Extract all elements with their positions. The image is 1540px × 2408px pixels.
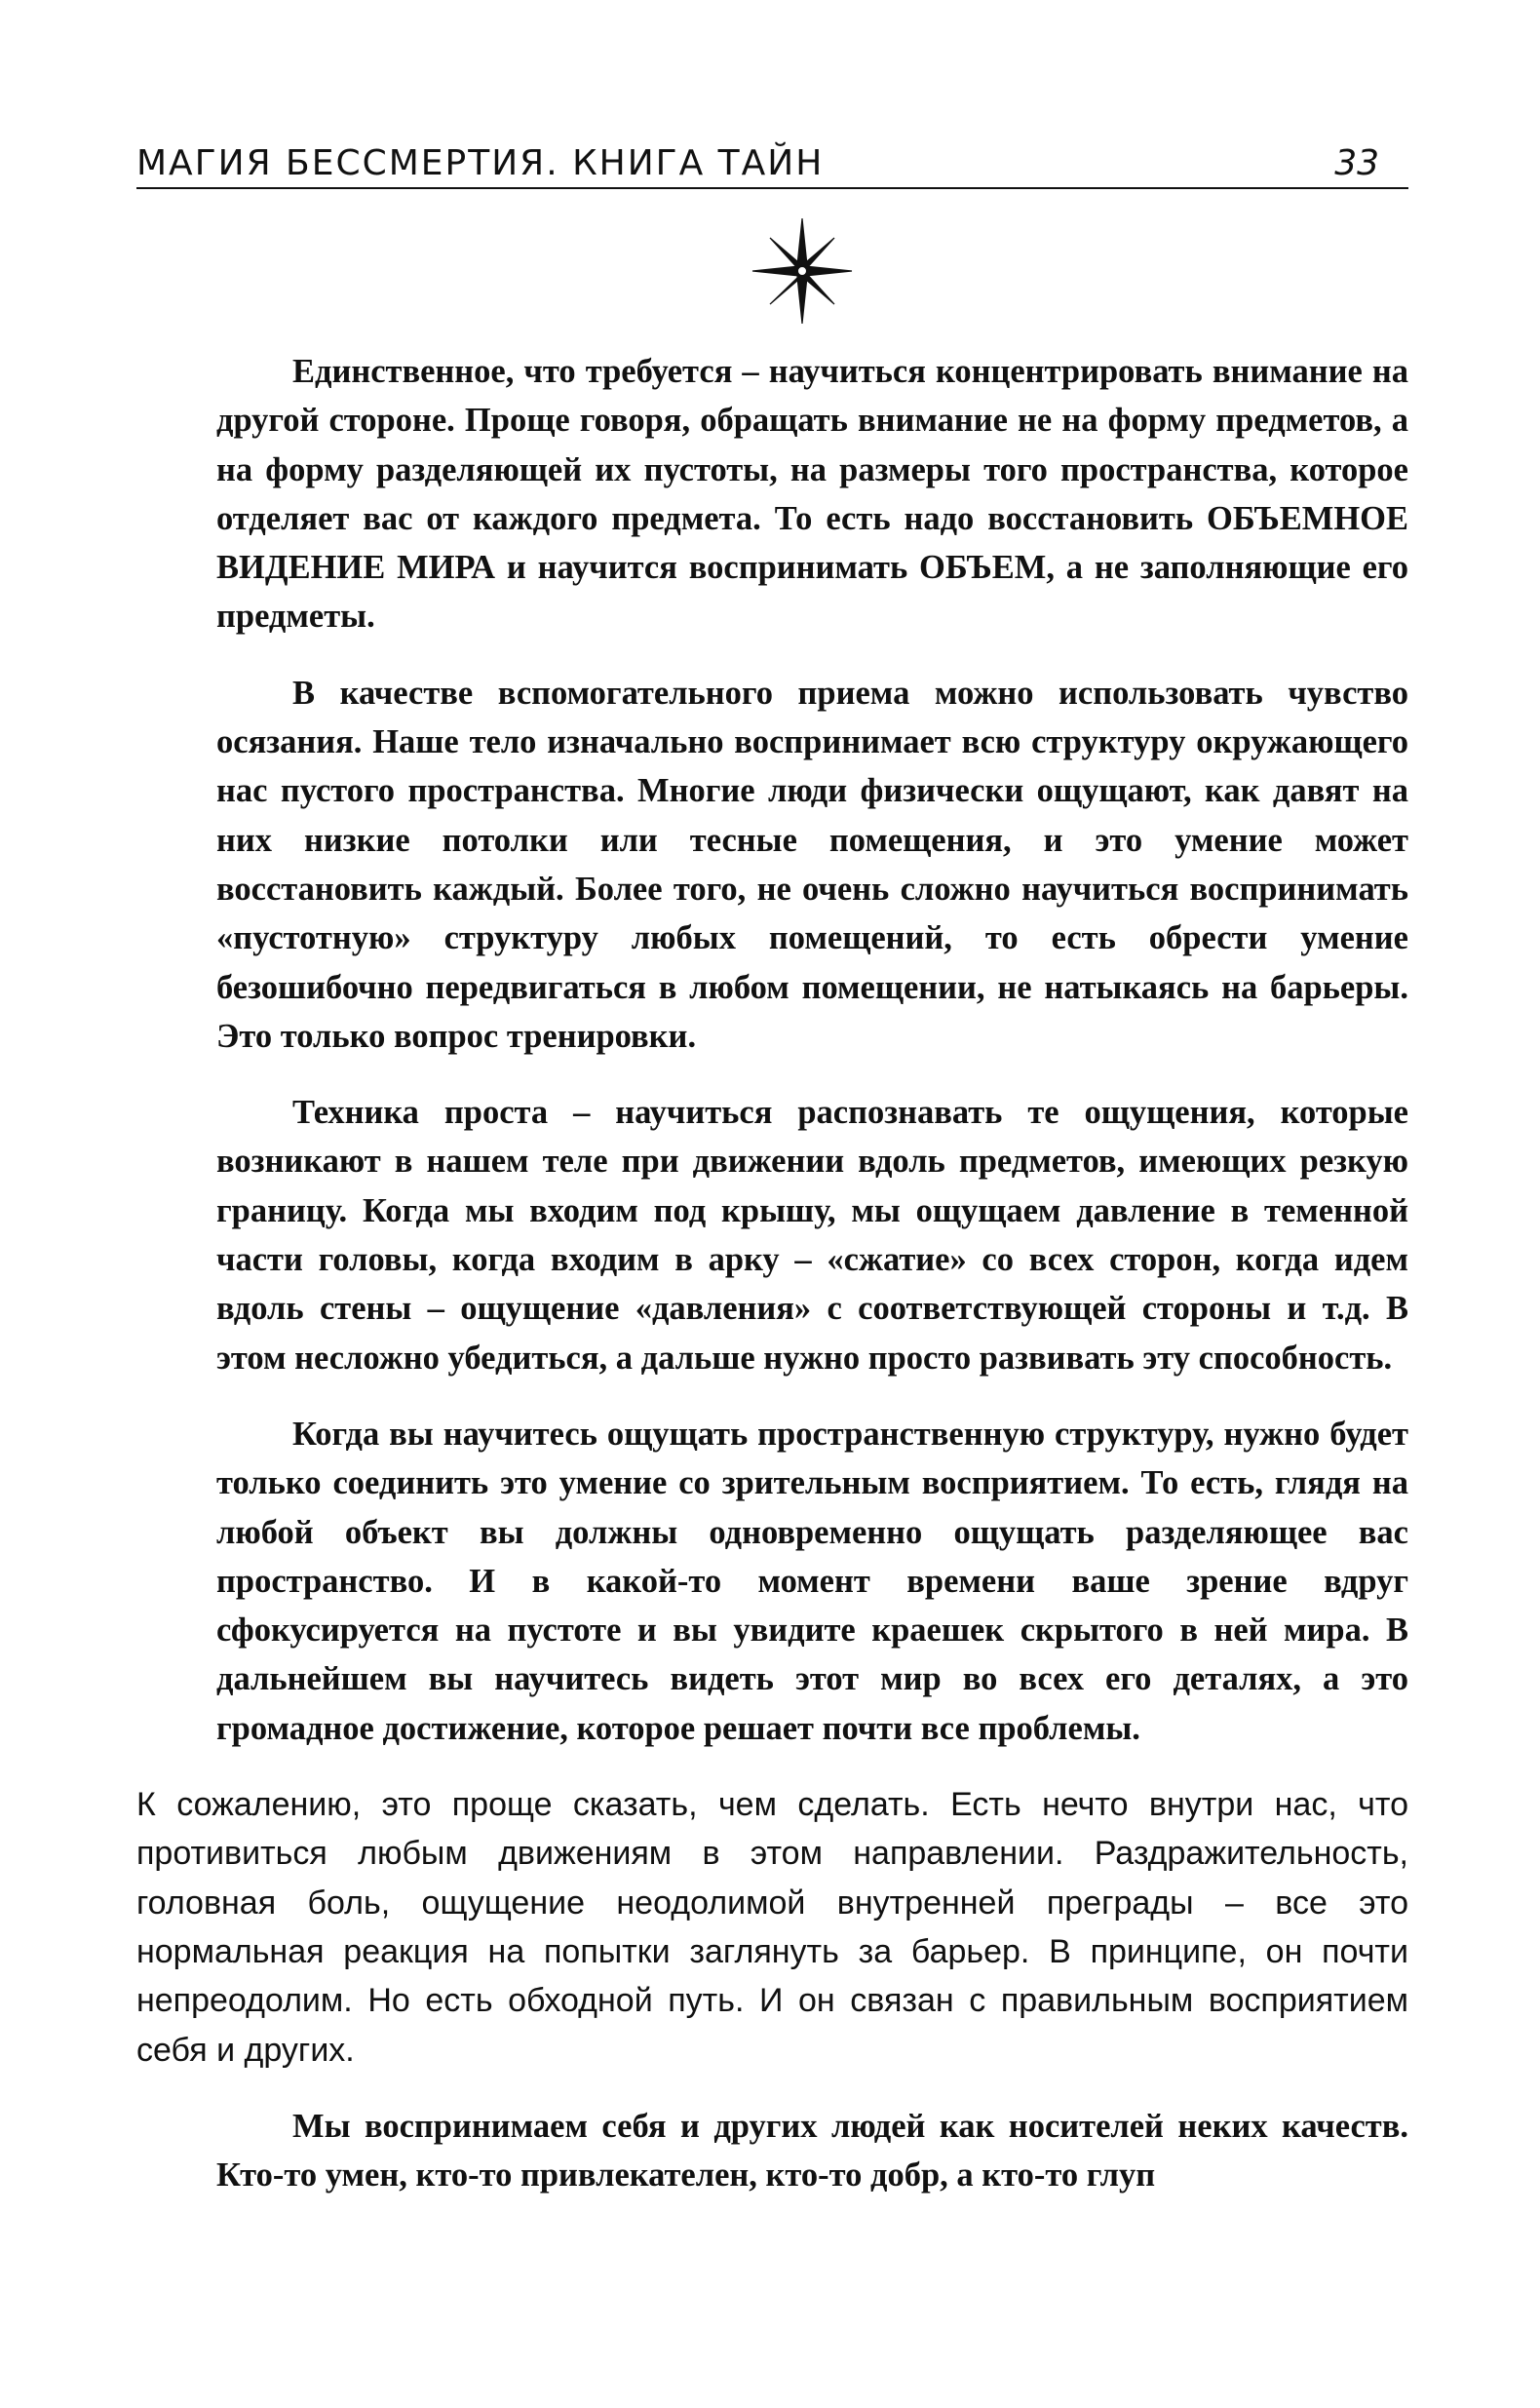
paragraph: Когда вы научитесь ощущать пространственную структуру, нужно будет только соединить это умение со зрительным восприятием. То есть, глядя на любой объект вы должны одновременно ощущать разделяющее вас пространство. И в какой-то момент времени ваше зрение вдруг сфокусируется на пустоте и вы увидите краешек скрытого в ней мира. В дальнейшем вы научитесь видеть этот мир во всех его деталях, а это громадное достижение, которое решает почти все проблемы. xyxy=(216,1415,1408,1747)
paragraph: Мы воспринимаем себя и других людей как носителей неких качеств. Кто-то умен, кто-то привлекателен, кто-то добр, а кто-то глуп xyxy=(216,2107,1408,2194)
paragraph: В качестве вспомогательного приема можно использовать чувство осязания. Наше тело изначально воспринимает всю структуру окружающего нас пустого пространства. Многие люди физически ощущают, как давят на них низкие потолки или тесные помещения, и это умение может восстановить каждый. Более того, не очень сложно научиться воспринимать «пустотную» структуру любых помещений, то есть обрести умение безошибочно передвигаться в любом помещении, не натыкаясь на барьеры. Это только вопрос тренировки. xyxy=(216,674,1408,1055)
paragraph: К сожалению, это проще сказать, чем сделать. Есть нечто внутри нас, что противиться любым движениям в этом направлении. Раздражительность, головная боль, ощущение неодолимой внутренней преграды – все это нормальная реакция на попытки заглянуть за барьер. В принципе, он почти непреодолим. Но есть обходной путь. И он связан с правильным восприятием себя и других. xyxy=(136,1786,1408,2069)
page-number: 33 xyxy=(1334,143,1379,183)
page-header xyxy=(136,136,1408,189)
running-title: МАГИЯ БЕССМЕРТИЯ. КНИГА ТАЙН xyxy=(136,143,825,183)
paragraph: Техника проста – научиться распознавать те ощущения, которые возникают в нашем теле при движении вдоль предметов, имеющих резкую границу. Когда мы входим под крышу, мы ощущаем давление в теменной части головы, когда входим в арку – «сжатие» со всех сторон, когда идем вдоль стены – ощущение «давления» с соответствующей стороны и т.д. В этом несложно убедиться, а дальше нужно просто развивать эту способность. xyxy=(216,1094,1408,1377)
paragraph: Единственное, что требуется – научиться концентрировать внимание на другой стороне. Проще говоря, обращать внимание не на форму предметов, а на форму разделяющей их пустоты, на размеры того пространства, которое отделяет вас от каждого предмета. То есть надо восстановить ОБЪЕМНОЕ ВИДЕНИЕ МИРА и научится воспринимать ОБЪЕМ, а не заполняющие его предметы. xyxy=(216,353,1408,636)
body-text xyxy=(136,347,1408,2199)
compass-star-icon xyxy=(751,216,854,326)
